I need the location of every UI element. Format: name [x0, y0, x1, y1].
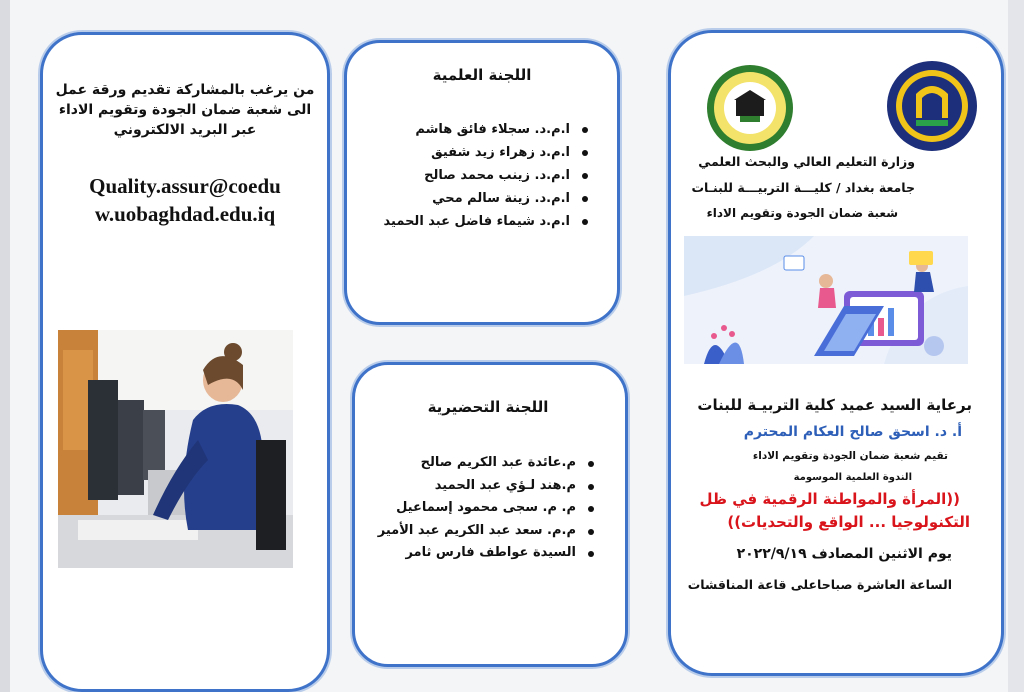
list-item: م.هند لـؤي عبد الحميد	[372, 475, 596, 498]
university-name: جامعة بغداد / كليـــة التربيـــة للبنـات	[691, 180, 915, 195]
preparatory-committee-list	[372, 452, 596, 565]
email-line-1: Quality.assur@coedu	[89, 174, 281, 198]
participation-line-2: الى شعبة ضمان الجودة وتقويم الاداء	[58, 102, 312, 118]
list-item: ا.م.د. زينة سالم محي	[370, 187, 590, 210]
list-item: ا.م.د. زينب محمد صالح	[370, 164, 590, 187]
event-date: يوم الاثنين المصادف ٢٠٢٢/٩/١٩	[736, 546, 952, 562]
digital-analytics-illustration	[684, 236, 968, 364]
preparatory-committee-title: اللجنة التحضيرية	[427, 398, 549, 416]
list-item: ا.م.د زهراء زيد شفيق	[370, 141, 590, 164]
bullet-icon	[582, 173, 588, 179]
bullet-icon	[582, 196, 588, 202]
list-item: ا.م.د شيماء فاضل عبد الحميد	[370, 210, 590, 233]
list-item: السيدة عواطف فارس ثامر	[372, 542, 596, 565]
page-edge-right	[1008, 0, 1024, 692]
participation-note	[52, 80, 318, 140]
bullet-icon	[588, 506, 594, 512]
office-worker-illustration	[58, 330, 293, 568]
bullet-icon	[588, 461, 594, 467]
bullet-icon	[582, 219, 588, 225]
bullet-icon	[588, 551, 594, 557]
list-item: ا.م.د. سجلاء فائق هاشم	[370, 118, 590, 141]
dean-name: أ. د. اسحق صالح العكام المحترم	[743, 424, 962, 440]
seminar-label: الندوة العلمية الموسومة	[793, 472, 912, 483]
participation-line-3: عبر البريد الالكتروني	[113, 122, 257, 138]
college-logo	[706, 64, 794, 152]
seminar-title-line-1: ((المرأة والمواطنة الرقمية في ظل	[699, 490, 960, 508]
event-time-location: الساعة العاشرة صباحاعلى قاعة المناقشات	[687, 577, 952, 592]
organizer-line: تقيم شعبة ضمان الجودة وتقويم الاداء	[752, 450, 948, 462]
bullet-icon	[582, 127, 588, 133]
participation-line-1: من يرغب بالمشاركة تقديم ورقة عمل	[55, 82, 315, 98]
division-name: شعبة ضمان الجودة وتقويم الاداء	[706, 206, 898, 220]
page-edge-left	[0, 0, 10, 692]
list-item: م.عائدة عبد الكريم صالح	[372, 452, 596, 475]
office-worker-photo	[58, 330, 293, 568]
list-item: م.م. سعد عبد الكريم عبد الأمير	[372, 520, 596, 543]
university-logo	[886, 60, 978, 152]
digital-illustration	[684, 236, 968, 364]
scientific-committee-list	[370, 118, 590, 233]
seminar-title-line-2: التكنولوجيا ... الواقع والتحديات))	[727, 513, 970, 531]
bullet-icon	[588, 484, 594, 490]
list-item: م. م. سجى محمود إسماعيل	[372, 497, 596, 520]
bullet-icon	[582, 150, 588, 156]
scientific-committee-title: اللجنة العلمية	[432, 66, 532, 84]
university-seal-icon	[886, 60, 978, 152]
college-seal-icon	[706, 64, 794, 152]
bullet-icon	[588, 529, 594, 535]
ministry-name: وزارة التعليم العالي والبحث العلمي	[698, 154, 915, 169]
patronage-line: برعاية السيد عميد كلية التربيـة للبنات	[697, 396, 972, 414]
email-line-2: w.uobaghdad.edu.iq	[94, 202, 276, 226]
email-address[interactable]	[52, 172, 318, 228]
